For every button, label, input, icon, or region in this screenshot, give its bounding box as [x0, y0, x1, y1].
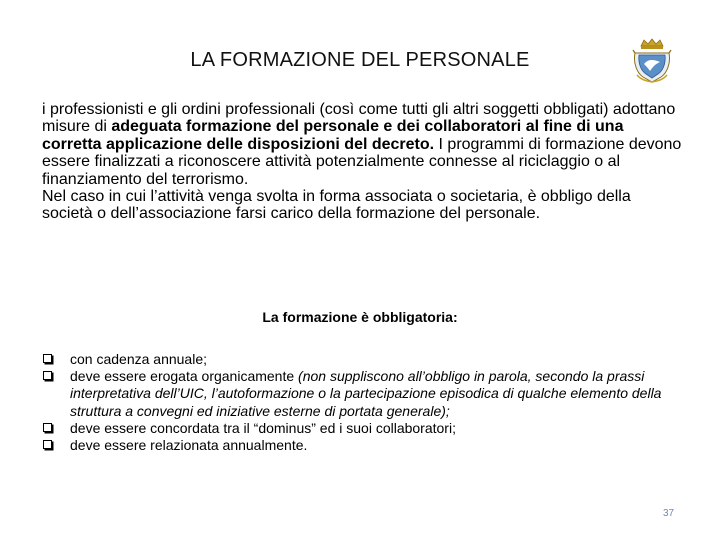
list-item-text: deve essere relazionata annualmente. — [70, 437, 308, 454]
paragraph-part: i professionisti e gli ordini professionali (così come tutti gli altri soggetti obbligati) adottano misure di — [42, 101, 676, 136]
checkbox-bullet-icon — [43, 440, 52, 449]
bullet-list — [43, 351, 703, 454]
main-text — [42, 101, 682, 223]
slide-title: LA FORMAZIONE DEL PERSONALE — [190, 49, 530, 71]
subheading: La formazione è obbligatoria: — [262, 309, 458, 325]
checkbox-bullet-icon — [43, 354, 52, 363]
list-item — [43, 351, 703, 368]
checkbox-bullet-icon — [43, 423, 52, 432]
checkbox-bullet-icon — [43, 371, 52, 380]
paragraph-obligations — [42, 101, 682, 188]
list-item-italic-note: (non suppliscono all’obbligo in parola, secondo la prassi interpretativa dell’UIC, l’autoformazione o la partecipazione episodica di qualche elemento della struttura a convegni ed iniziative esterne di portata generale); — [70, 368, 662, 419]
list-item — [43, 437, 703, 454]
list-item-text: con cadenza annuale; — [70, 351, 207, 367]
list-item — [43, 420, 703, 437]
page-number: 37 — [663, 508, 675, 519]
paragraph-bold-part: adeguata formazione del personale e dei collaboratori al fine di una corretta applicazione delle disposizioni del decreto. — [42, 118, 624, 153]
crest-emblem-icon — [631, 37, 673, 83]
list-item-text: deve essere erogata organicamente — [70, 368, 299, 385]
list-item — [43, 368, 703, 420]
paragraph-part: I programmi di formazione devono essere finalizzati a riconoscere attività potenzialmente connesse al riciclaggio o al finanziamento del terrorismo. — [42, 135, 682, 188]
list-item-text: deve essere concordata tra il “dominus” ed i suoi collaboratori; — [70, 419, 456, 436]
paragraph-associated-form: Nel caso in cui l’attività venga svolta in forma associata o societaria, è obbligo della società o dell’associazione farsi carico della formazione del personale. — [42, 188, 631, 223]
